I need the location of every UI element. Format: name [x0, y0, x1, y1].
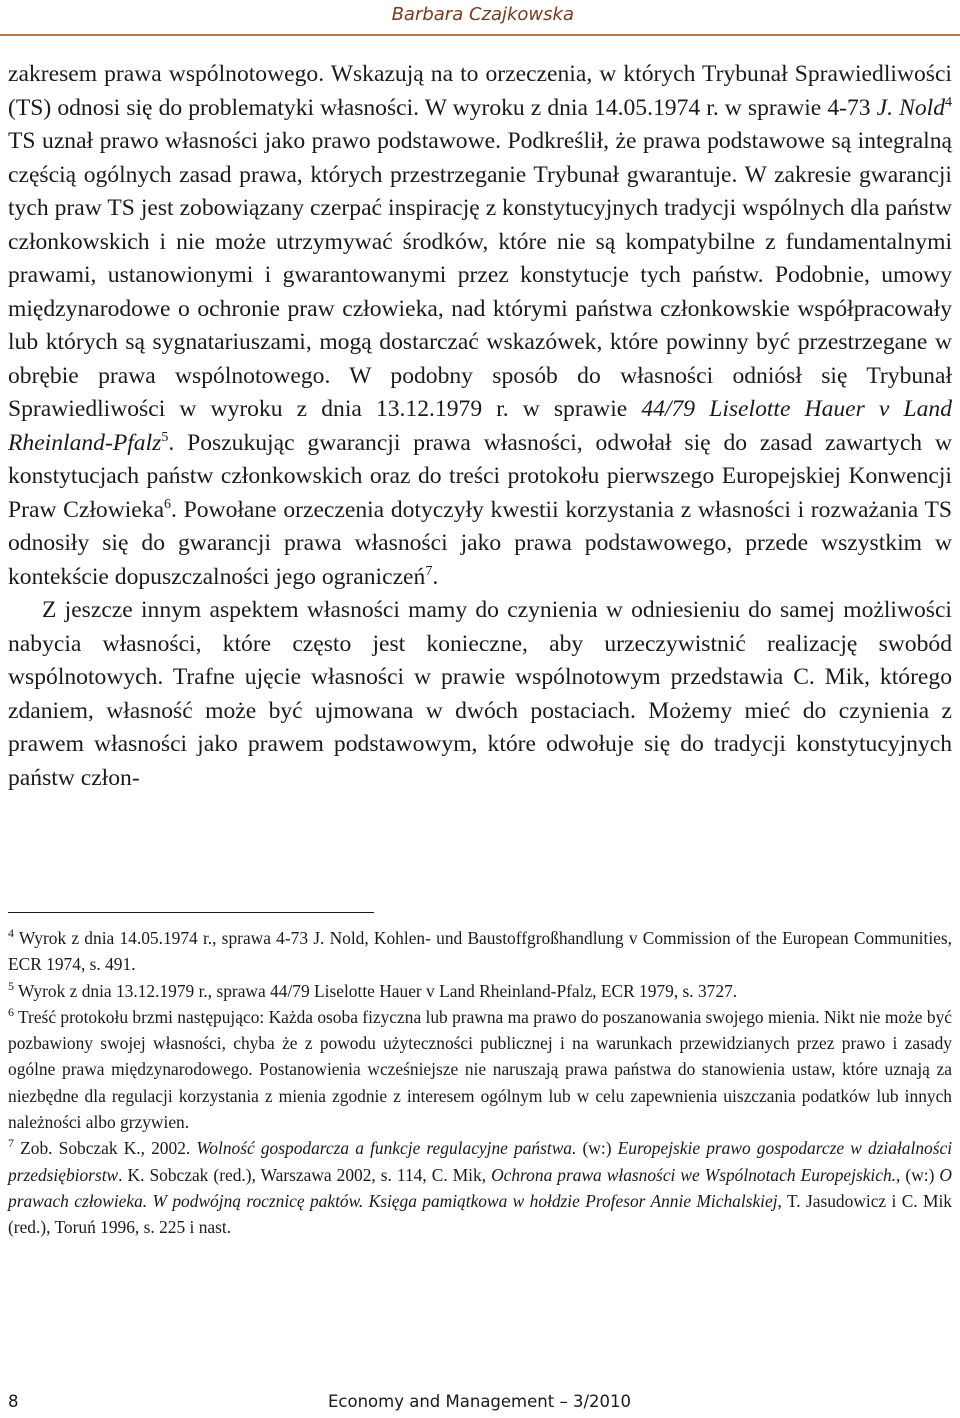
footnote-7: $^7$ Zob. Sobczak K., 2002. Wolność gospodarcza a funkcje regulacyjne państwa. (w:) Europejskie prawo gospodarcze w działalności przedsiębiorstw. K. Sobczak (red.), Warszawa 2002, s. 114, C. Mik, Ochrona prawa własności we Wspólnotach Europejskich., (w:) O prawach człowieka. W podwójną rocznicę paktów. Księga pamiątkowa w hołdzie Profesor Annie Michalskiej, T. Jasudowicz i C. Mik (red.), Toruń 1996, s. 225 i nast.	[8, 1136, 953, 1238]
footnote-5: $^5$ Wyrok z dnia 13.12.1979 r., sprawa 44/79 Liselotte Hauer v Land Rheinland-Pfalz, ECR 1979, s. 3727.	[8, 978, 738, 1001]
paragraph-2: Z jeszcze innym aspektem własności mamy do czynienia w odniesieniu do samej możliwości nabycia własności, które często jest konieczne, aby urzeczywistnić realizację swobód wspólnotowych. Trafne ujęcie własności w prawie wspólnotowym przedstawia C. Mik, którego zdaniem, własność może być ujmowana w dwóch postaciach. Możemy mieć do czynienia z prawem własności jako prawem podstawowym, które odwołuje się do tradycji konstytucyjnych państw człon-	[8, 597, 952, 791]
footnotes	[8, 925, 952, 1241]
running-header-author: Barbara Czajkowska	[391, 4, 574, 25]
header-rule	[0, 34, 960, 36]
page-number: 8	[8, 1392, 19, 1411]
journal-title: Economy and Management – 3/2010	[328, 1392, 631, 1411]
case-name-nold: J. Nold	[876, 94, 945, 121]
paragraph-1: zakresem prawa wspólnotowego. Wskazują na to orzeczenia, w których Trybunał Sprawiedliwości (TS) odnosi się do problematyki własności. W wyroku z dnia 14.05.1974 r. w sprawie 4-73 J. Nold$^4$ TS uznał prawo własności jako prawo podstawowe. Podkreślił, że prawa podstawowe są integralną częścią ogólnych zasad prawa, których przestrzeganie Trybunał gwarantuje. W zakresie gwarancji tych praw TS jest zobowiązany czerpać inspirację z konstytucyjnych tradycji wspólnych dla państw członkowskich i nie może utrzymywać środków, które nie są kompatybilne z fundamentalnymi prawami, ustanowionymi i gwarantowanymi przez konstytucje tych państw. Podobnie, umowy międzynarodowe o ochronie praw człowieka, nad którymi państwa członkowskie współpracowały lub których są sygnatariuszami, mogą dostarczać wskazówek, które powinny być przestrzegane w obrębie prawa wspólnotowego. W podobny sposób do własności odniósł się Trybunał Sprawiedliwości w wyroku z dnia 13.12.1979 r. w sprawie 44/79 Liselotte Hauer v Land Rheinland-Pfalz$^5$. Poszukując gwarancji prawa własności, odwołał się do zasad zawartych w konstytucjach państw członkowskich oraz do treści protokołu pierwszego Europejskiej Konwencji Praw Człowieka$^6$. Powołane orzeczenia dotyczyły kwestii korzystania z własności i rozważania TS odnosiły się do gwarancji prawa własności jako prawa podstawowego, przede wszystkim w kontekście dopuszczalności jego ograniczeń$^7$.	[8, 61, 953, 590]
case-name-hauer: 44/79 Liselotte Hauer v Land Rheinland-Pfalz	[8, 396, 953, 456]
footnote-6: $^6$ Treść protokołu brzmi następująco: Każda osoba fizyczna lub prawna ma prawo do poszanowania swojego mienia. Nikt nie może być pozbawiony swojej własności, chyba że z powodu użyteczności publicznej i na warunkach przewidzianych przez prawo i zasady ogólne prawa międzynarodowego. Postanowienia wcześniejsze nie naruszają prawa państwa do stanowienia ustaw, które uznają za niezbędne dla regulacji korzystania z mienia zgodnie z interesem ogólnym lub w celu zapewnienia uiszczania podatków lub innych należności albo grzywien.	[8, 1005, 952, 1133]
footnote-separator	[8, 912, 374, 913]
footnote-ref-6: 6	[164, 496, 172, 512]
footnote-ref-4: 4	[945, 94, 952, 110]
footnote-4: $^4$ Wyrok z dnia 14.05.1974 r., sprawa 4-73 J. Nold, Kohlen- und Baustoffgroßhandlung v Commission of the European Communities, ECR 1974, s. 491.	[8, 926, 952, 975]
footnote-ref-5: 5	[161, 429, 169, 445]
main-text	[8, 58, 952, 795]
footnote-ref-7: 7	[425, 563, 433, 579]
